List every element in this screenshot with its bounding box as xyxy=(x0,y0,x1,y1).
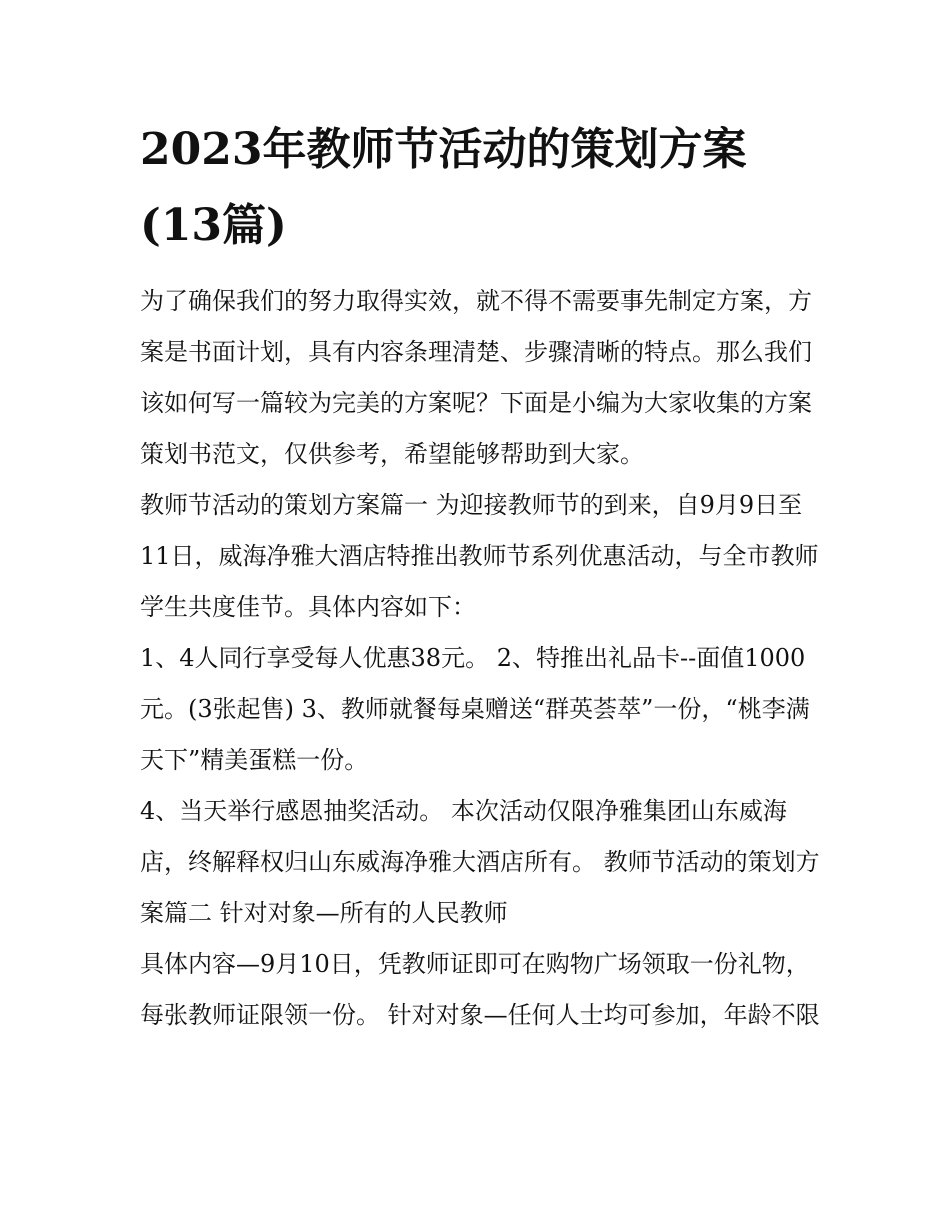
paragraph-lottery: 4、当天举行感恩抽奖活动。 本次活动仅限净雅集团山东威海店，终解释权归山东威海净雅大酒店所有。 教师节活动的策划方案篇二 针对对象—所有的人民教师 xyxy=(140,797,820,927)
paragraph-intro: 为了确保我们的努力取得实效，就不得不需要事先制定方案，方案是书面计划，具有内容条理清楚、步骤清晰的特点。那么我们该如何写一篇较为完美的方案呢？下面是小编为大家收集的方案策划书范文，仅供参考，希望能够帮助到大家。 xyxy=(140,287,812,468)
paragraph-offers: 1、4人同行享受每人优惠38元。 2、特推出礼品卡--面值1000元。(3张起售) 3、教师就餐每桌赠送“群英荟萃”一份，“桃李满天下”精美蛋糕一份。 xyxy=(140,644,810,774)
paragraph-gift: 具体内容—9月10日，凭教师证即可在购物广场领取一份礼物，每张教师证限领一份。 针对对象—任何人士均可参加，年龄不限 xyxy=(140,950,820,1029)
document-title: 2023年教师节活动的策划方案(13篇) xyxy=(140,124,747,251)
paragraph-plan-one: 教师节活动的策划方案篇一 为迎接教师节的到来，自9月9日至11日，威海净雅大酒店特推出教师节系列优惠活动，与全市教师学生共度佳节。具体内容如下： xyxy=(140,491,819,621)
document-body xyxy=(140,276,820,1041)
